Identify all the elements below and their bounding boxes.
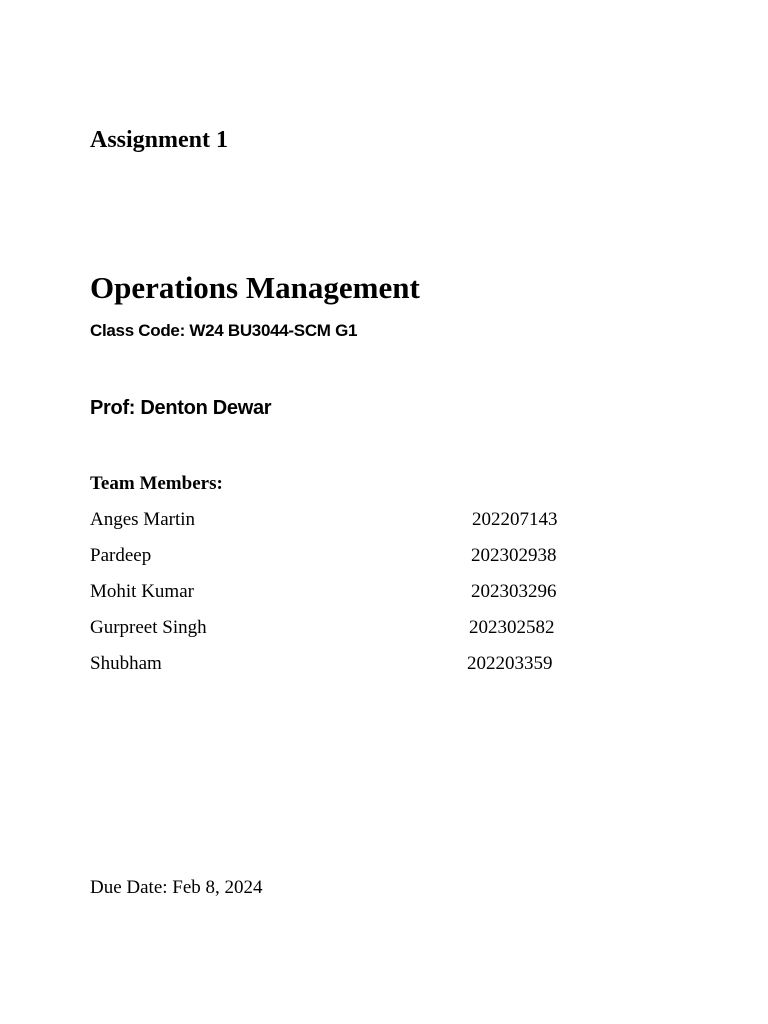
due-date: Due Date: Feb 8, 2024 (90, 877, 263, 898)
member-name: Gurpreet Singh (90, 617, 207, 638)
class-code: Class Code: W24 BU3044-SCM G1 (90, 321, 358, 340)
team-member-row (90, 508, 610, 532)
team-member-row (90, 652, 610, 676)
team-members-heading: Team Members: (90, 473, 223, 494)
team-member-row (90, 580, 610, 604)
member-id: 202203359 (467, 653, 553, 674)
member-id: 202303296 (471, 581, 557, 602)
team-member-row (90, 544, 610, 568)
team-member-row (90, 616, 610, 640)
professor-name: Prof: Denton Dewar (90, 397, 272, 419)
assignment-title: Assignment 1 (90, 127, 229, 153)
member-id: 202302938 (471, 545, 557, 566)
member-name: Anges Martin (90, 509, 196, 530)
member-name: Shubham (90, 653, 162, 674)
member-name: Pardeep (90, 545, 152, 566)
member-name: Mohit Kumar (90, 581, 194, 602)
member-id: 202302582 (469, 617, 555, 638)
member-id: 202207143 (472, 509, 558, 530)
course-title: Operations Management (90, 270, 420, 305)
